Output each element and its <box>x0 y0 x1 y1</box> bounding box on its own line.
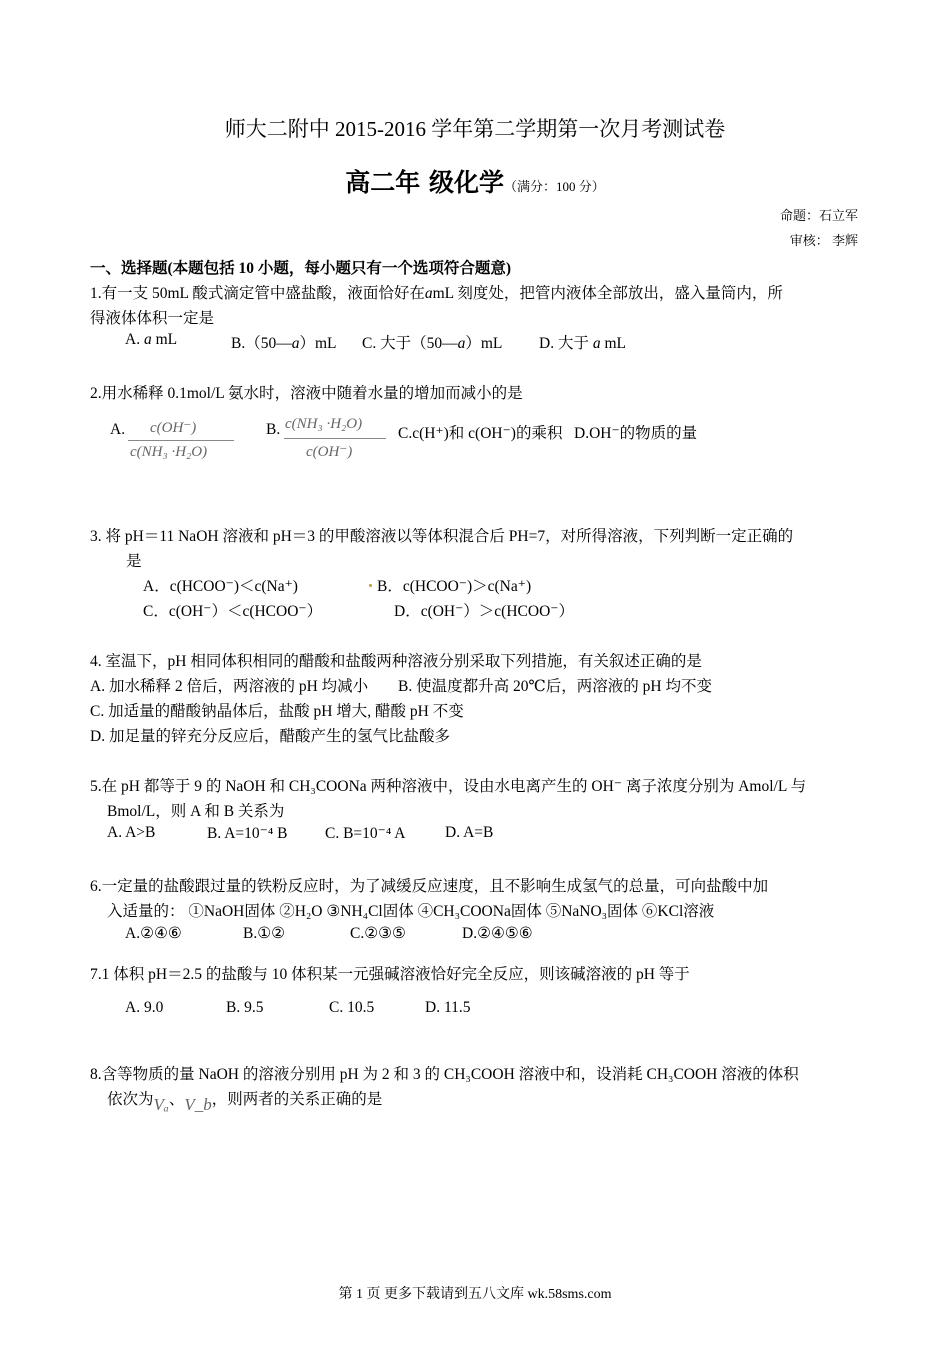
q5-option-c: C. B=10⁻⁴ A <box>325 825 406 842</box>
q7-stem: 7.1 体积 pH＝2.5 的盐酸与 10 体积某一元强碱溶液恰好完全反应，则该碱溶液的 pH 等于 <box>90 966 690 983</box>
q3-line1: 3. 将 pH＝11 NaOH 溶液和 pH＝3 的甲酸溶液以等体积混合后 PH=7，对所得溶液，下列判断一定正确的 <box>90 528 794 545</box>
fraction-bar <box>128 440 234 441</box>
q1-a-pre: A. <box>125 331 144 348</box>
q2-a-numerator: c(OH⁻) <box>150 420 197 436</box>
q4-option-c: C. 加适量的醋酸钠晶体后，盐酸 pH 增大, 醋酸 pH 不变 <box>90 703 464 720</box>
q1-option-a <box>125 331 177 349</box>
q1-a-post: mL <box>151 331 178 348</box>
q1-a-var: a <box>143 331 152 348</box>
q8-vb: V_b <box>184 1095 212 1114</box>
q6-option-a: A.②④⑥ <box>125 925 182 942</box>
q1-d-pre: D. 大于 <box>539 335 593 352</box>
q2-option-a-label: A. <box>110 421 126 438</box>
q1-b-pre: B.（50— <box>231 335 292 352</box>
q7-option-b: B. 9.5 <box>226 999 264 1016</box>
q2-option-a-fraction <box>128 418 236 468</box>
q3-option-a: A．c(HCOO⁻)＜c(Na⁺) <box>143 578 298 595</box>
q6-line2: 入适量的： ①NaOH固体 ②H₂O ③NH₄Cl固体 ④CH₃COONa固体 ⑤NaNO₃固体 ⑥KCl溶液 <box>107 903 715 920</box>
q5-option-d: D. A=B <box>445 824 494 841</box>
author-line: 命题：石立军 <box>779 208 858 223</box>
q3-line2: 是 <box>126 553 142 570</box>
q3-option-d: D．c(OH⁻）＞c(HCOO⁻） <box>394 603 574 620</box>
q1-option-c <box>362 331 502 353</box>
q8-line2-pre: 依次为 <box>107 1091 154 1108</box>
q2-b-denominator: c(OH⁻) <box>306 444 353 460</box>
q2-option-b-label: B. <box>266 421 281 438</box>
q4-stem: 4. 室温下，pH 相同体积相同的醋酸和盐酸两种溶液分别采取下列措施，有关叙述正确的是 <box>90 653 702 670</box>
q1-text-b: mL 刻度处，把管内液体全部放出，盛入量筒内，所 <box>432 285 783 302</box>
q4-option-b: B. 使温度都升高 20℃后，两溶液的 pH 均不变 <box>398 678 712 695</box>
q5-option-a: A. A>B <box>107 824 156 841</box>
q1-line2: 得液体体积一定是 <box>90 310 215 327</box>
q3-option-c: C．c(OH⁻）＜c(HCOO⁻） <box>143 603 323 620</box>
q6-option-b: B.①② <box>243 925 286 942</box>
q3-option-b: B．c(HCOO⁻)＞c(Na⁺) <box>377 578 532 595</box>
q1-d-post: mL <box>600 335 626 352</box>
q1-c-pre: C. 大于（50— <box>362 335 458 352</box>
q1-option-b <box>231 331 337 353</box>
q8-line1: 8.含等物质的量 NaOH 的溶液分别用 pH 为 2 和 3 的 CH₃COOH 溶液中和，设消耗 CH₃COOH 溶液的体积 <box>90 1066 799 1083</box>
mark-dot <box>369 576 372 594</box>
fraction-bar <box>284 438 386 439</box>
q5-line2: Bmol/L，则 A 和 B 关系为 <box>107 803 285 820</box>
q6-line1: 6.一定量的盐酸跟过量的铁粉反应时，为了减缓反应速度，且不影响生成氢气的总量，可向盐酸中加 <box>90 878 769 895</box>
q7-option-d: D. 11.5 <box>425 999 471 1016</box>
q8-separator: 、 <box>168 1091 185 1108</box>
reviewer-line: 审核： 李辉 <box>789 233 858 248</box>
q5-option-b: B. A=10⁻⁴ B <box>207 825 288 842</box>
subject-title: 高二年 级化学 <box>345 168 504 197</box>
exam-title: 师大二附中 2015-2016 学年第二学期第一次月考测试卷 <box>224 117 726 141</box>
q7-option-c: C. 10.5 <box>329 999 375 1016</box>
q1-option-d <box>539 331 626 353</box>
q5-line1: 5.在 pH 都等于 9 的 NaOH 和 CH₃COONa 两种溶液中，设由水电离产生的 OH⁻ 离子浓度分别为 Amol/L 与 <box>90 778 807 795</box>
q8-line2-post: ，则两者的关系正确的是 <box>211 1091 383 1108</box>
q7-option-a: A. 9.0 <box>125 999 164 1016</box>
q1-text-a: 1.有一支 50mL 酸式滴定管中盛盐酸，液面恰好在 <box>90 285 425 302</box>
q2-a-denominator: c(NH₃ ·H₂O) <box>130 444 208 460</box>
exam-subtitle <box>0 163 950 199</box>
q1-b-post: ）mL <box>299 335 337 352</box>
section-heading: 一、选择题(本题包括 10 小题，每小题只有一个选项符合题意) <box>90 260 512 277</box>
q8-va: Vₐ <box>153 1095 169 1114</box>
q4-option-d: D. 加足量的锌充分反应后，醋酸产生的氢气比盐酸多 <box>90 728 450 745</box>
q1-line1 <box>90 281 783 303</box>
q2-option-c: C.c(H⁺)和 c(OH⁻)的乘积 <box>398 425 563 442</box>
q1-c-var: a <box>457 335 466 352</box>
q4-option-a: A. 加水稀释 2 倍后，两溶液的 pH 均减小 <box>90 678 369 695</box>
q1-c-post: ）mL <box>465 335 503 352</box>
q2-option-b-fraction <box>284 416 388 466</box>
q2-stem: 2.用水稀释 0.1mol/L 氨水时，溶液中随着水量的增加而减小的是 <box>90 385 523 402</box>
q6-option-d: D.②④⑤⑥ <box>462 925 533 942</box>
q1-var: a <box>424 285 433 302</box>
score-note: （满分：100 分） <box>503 179 605 194</box>
q6-option-c: C.②③⑤ <box>350 925 406 942</box>
q1-b-var: a <box>291 335 300 352</box>
q1-d-var: a <box>592 335 601 352</box>
q2-option-d: D.OH⁻的物质的量 <box>574 425 698 442</box>
q8-line2 <box>107 1087 383 1114</box>
q2-b-numerator: c(NH₃ ·H₂O) <box>285 416 363 432</box>
page-footer: 第 1 页 更多下载请到五八文库 wk.58sms.com <box>338 1287 612 1302</box>
